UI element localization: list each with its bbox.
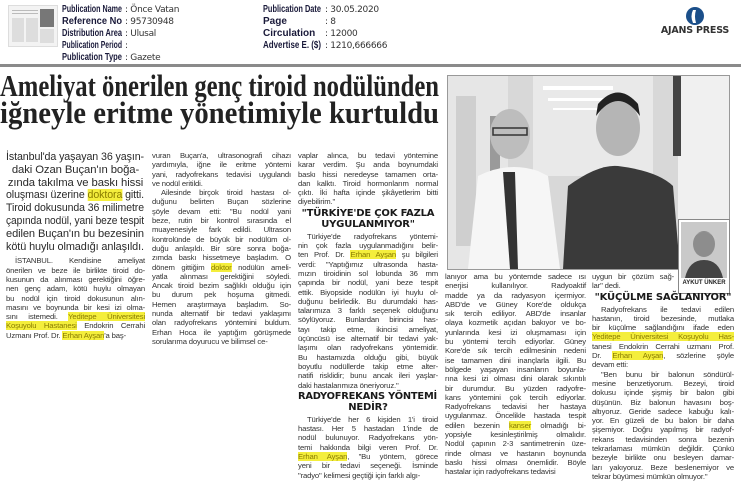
text-line [152, 300, 291, 309]
highlighted-keyword: kanser [508, 420, 532, 430]
text-run: talarımıza 3 farklı seçenek olduğunu [298, 306, 438, 316]
text-line [298, 179, 438, 188]
text-line [6, 151, 145, 164]
highlighted-keyword: doktor [211, 262, 232, 272]
photo-credit: AYKUT ÜNKER [682, 280, 726, 286]
text-line [592, 360, 734, 369]
text-line [298, 391, 438, 402]
text-run: çapında nodül, yani beze tespit [6, 214, 145, 227]
text-run: gitti. [122, 189, 145, 202]
text-line [445, 309, 586, 318]
article-paragraph [298, 232, 438, 390]
text-line [6, 275, 145, 284]
publication-meta-right [263, 4, 387, 52]
text-run: NEDİR? [348, 401, 388, 413]
text-line [6, 312, 145, 321]
text-run: zında takılma ve baskı hissi [7, 176, 144, 189]
text-run: vaplar alınca, bu tedavi yöntemine [298, 151, 438, 160]
text-line [152, 290, 291, 299]
text-run: karar verdim. Şu anda boynumdaki [298, 160, 438, 170]
meta-value: : 95730948 [125, 17, 174, 27]
meta-value: : Gazete [125, 53, 161, 63]
text-run: önerilen ve beze ile birlikte tiroid do- [6, 265, 145, 275]
text-line [592, 453, 734, 462]
text-run: Ancak tiroid bezim sağlıklı olduğu için [152, 281, 291, 291]
highlighted-keyword: Yeditepe Üniversitesi Koşuyolu Has- [592, 332, 734, 342]
text-run: bu durum pek hoşuma gitmedi. [152, 290, 291, 300]
article-column-5 [592, 272, 734, 481]
text-run: olaya kozmetik açıdan bakıyor ve bo- [445, 318, 586, 328]
text-line [592, 314, 734, 323]
text-run: baskı hissi neredeyse tamamen orta- [298, 169, 438, 179]
text-run: verdi: "Yaptığımız ultrasonda hasta- [298, 259, 438, 269]
text-run: baskı hissi olması önemlidir. Böyle [445, 457, 586, 467]
text-run: altıyoruz. Geride sadece kabuğu kalı- [592, 406, 734, 416]
meta-label: Circulation [263, 28, 316, 39]
text-run: beze, rutin bir kontrol sırasında el [152, 216, 291, 226]
text-run: lar" dedi. [592, 281, 621, 291]
clipping-header [0, 0, 741, 66]
text-line [592, 351, 734, 360]
highlighted-keyword: Erhan Ayşan [612, 351, 664, 361]
text-line [152, 160, 291, 169]
ajans-press-logo [655, 6, 735, 36]
text-line [592, 388, 734, 397]
section-heading [298, 391, 438, 413]
text-run: ları yakıyoruz. Beze beslenemiyor ve [592, 462, 734, 472]
text-run: nunda alternatif bir tedavi yaklaşımı [152, 309, 291, 319]
text-run: ise tamamen dini inançlarla ilgili. Bu [445, 355, 586, 365]
text-run: şöyle devam etti: "Bu nodül yani [152, 206, 291, 216]
text-run: yunlarında kesi izi oluşmaması için [445, 327, 586, 337]
text-line [298, 151, 438, 160]
text-run: nodül bulunuyor. Radyofrekans yön- [298, 433, 438, 443]
meta-value: : Ulusal [125, 29, 156, 39]
text-line [6, 164, 145, 177]
meta-value: : [125, 41, 128, 51]
logo-globe-icon [684, 6, 706, 26]
text-line [298, 208, 438, 219]
text-run: hastalar için radyofrekans tedavisi [445, 467, 556, 477]
text-line [298, 232, 438, 241]
text-line [592, 323, 734, 332]
text-line [298, 250, 438, 259]
text-run: duğunu belirledik. Bu durumdaki has- [298, 296, 438, 306]
text-line [445, 384, 586, 393]
text-line [298, 461, 438, 470]
text-line [152, 207, 291, 216]
text-run: Dr. [592, 351, 613, 361]
text-run: ABD'de ve Güney Kore'de oldukça [445, 299, 586, 309]
text-run: lanıyor ama bu yöntemde sadece ısı [445, 272, 586, 281]
text-line [592, 425, 734, 434]
meta-value: : 30.05.2020 [325, 5, 379, 15]
text-line [152, 216, 291, 225]
text-line [592, 398, 734, 407]
text-run: olmadığı bi- [531, 420, 586, 430]
text-line [298, 160, 438, 169]
text-line [6, 202, 145, 215]
text-line [592, 407, 734, 416]
text-line [592, 292, 734, 303]
text-line [298, 471, 438, 480]
text-run: "Ben bunu bir balonun söndürül- [601, 369, 734, 379]
text-run: şişemiyor. Doğru yapılmış bir radyof- [592, 425, 734, 435]
text-run: mızın tiroidinin sol lobunda 36 mm [298, 268, 438, 278]
text-line [152, 272, 291, 281]
meta-value: : 1210,666666 [325, 41, 388, 51]
text-run: duğunu belirten Buçan sözlerine [152, 197, 291, 207]
text-run: Nodül çapının 2-3 santimetrenin üze- [445, 439, 586, 449]
text-line [298, 353, 438, 362]
text-run: 'a baş- [104, 330, 127, 340]
text-run: Ailesinde birçok tiroid hastası ol- [161, 188, 291, 198]
text-run: bölgede yaşayan insanların boyunla- [445, 364, 586, 374]
text-run: Hemen araştırmaya başladım. So- [152, 299, 291, 309]
text-line [298, 188, 438, 197]
text-run: UYGULANMIYOR" [321, 218, 415, 230]
text-run: oluşması üzerine [6, 189, 88, 202]
text-line [445, 356, 586, 365]
text-line [592, 444, 734, 453]
text-run: zımda baskı hissetmeye başladım. O [152, 253, 291, 263]
text-line [445, 439, 586, 448]
text-line [6, 228, 145, 241]
text-run: dokusu içinde şişmiş bir balon gibi [592, 388, 734, 398]
text-run: temi hakkında bilgi veren Prof. Dr. [298, 442, 438, 452]
text-line [298, 402, 438, 413]
text-line [298, 424, 438, 433]
text-line [6, 241, 145, 254]
text-line [445, 318, 586, 327]
text-run: nodülün ameli- [231, 262, 291, 272]
article-lead [6, 151, 145, 253]
text-line [592, 472, 734, 481]
article-column-1 [6, 151, 145, 340]
text-line [152, 309, 291, 318]
text-run: muayenesiyle fark edildi. Ultrason [152, 225, 291, 235]
text-line [298, 325, 438, 334]
text-run: rinde olması ve hastanın boynunda [445, 448, 586, 458]
article-paragraph [445, 272, 586, 477]
text-line [445, 411, 586, 420]
text-run: edilen Buçan'ın bu bezesinin [6, 227, 145, 240]
text-line [445, 300, 586, 309]
article-paragraph [298, 151, 438, 207]
text-line [6, 331, 145, 340]
text-line [152, 235, 291, 244]
meta-label: Reference No [62, 16, 123, 27]
text-run: laşımı olan radyofrekans yöntemidir. [298, 343, 438, 353]
text-line [298, 278, 438, 287]
text-line [152, 253, 291, 262]
article-paragraph [152, 188, 291, 346]
text-line [152, 179, 291, 188]
text-run: enerjisi kullanılıyor. Radyoaktif [445, 281, 586, 291]
text-run: tekrarlaması mümkün değildir. Çünkü [592, 444, 734, 454]
text-line [6, 321, 145, 330]
text-run: yeni bir tedavi seçeneği. İsminde [298, 461, 438, 471]
headline-line: iğneyle eritme yönetimiyle kurtuldu [0, 95, 439, 130]
text-run: natifi risklidir; bunu ancak ileri yaşlar- [298, 371, 438, 381]
article-paragraph [592, 272, 674, 291]
logo-text: AJANS PRESS [660, 25, 730, 36]
text-run: diyebilirim." [298, 197, 336, 207]
text-line [6, 215, 145, 228]
text-run: Radyofrekans ile tedavi edilen [601, 304, 734, 314]
text-run: daki Ozan Buçan'ın boğa- [11, 163, 140, 176]
text-line [6, 177, 145, 190]
header-divider [0, 64, 741, 67]
text-run: mesine benzetiyorum. Bezeyi, tiroid [592, 378, 734, 388]
article-headline [0, 68, 440, 130]
highlighted-keyword: Yeditepe Üniversitesi [68, 312, 145, 322]
section-heading [592, 292, 734, 303]
text-run: çapında bir nodül, yani beze tespit [298, 278, 438, 288]
text-run: rına kesi izi olması dini olarak sıkıntılı [445, 374, 586, 384]
text-line [298, 343, 438, 352]
text-line [592, 379, 734, 388]
text-run: duğu anlaşıldı. Bir süre sonra boğa- [152, 243, 291, 253]
meta-value: : 8 [325, 17, 336, 27]
text-run: hastanın, tiroid bezesinde, mutlaka [592, 313, 734, 323]
text-line [298, 297, 438, 306]
text-run: "KÜÇÜLME SAĞLANIYOR" [594, 291, 732, 303]
text-run: çıktı. İki hafta içinde şikâyetlerim bitti [298, 188, 438, 198]
article-column-2 [152, 151, 291, 346]
article-paragraph [592, 370, 734, 482]
text-line [6, 256, 145, 265]
text-line [152, 225, 291, 234]
text-run: yor. En güzeli de bu balon bir daha [592, 416, 734, 426]
text-line [298, 371, 438, 380]
text-run: RADYOFREKANS YÖNTEMİ [298, 390, 438, 402]
text-run: bu yöntemi tercih ediyorlar. Güney [445, 337, 586, 347]
text-line [592, 435, 734, 444]
text-run: kans yöntemini çok tercih ediyorlar. [445, 392, 586, 402]
meta-label: Distribution Area [62, 28, 122, 39]
article-column-4 [445, 272, 586, 477]
meta-value: : 12000 [325, 29, 358, 39]
text-run: edilen bezenin [445, 420, 509, 430]
text-line [6, 303, 145, 312]
text-run: boyutlu nodüllerde takip etme alter- [298, 361, 438, 371]
text-run: bezeyle birlikte onu besleyen damar- [592, 453, 734, 463]
text-run: , sözlerine şöyle [663, 351, 734, 361]
text-run: Uzmanı Prof. Dr. [6, 330, 63, 340]
text-run: Erhan Hoca ile yaptığım görüşmede [152, 327, 291, 337]
text-line [445, 281, 586, 290]
text-run: kontrolünde de büyük bir nodülüm ol- [152, 234, 291, 244]
clipping-thumbnail [8, 5, 58, 47]
text-line [152, 170, 291, 179]
section-heading [298, 208, 438, 230]
text-run: düşünün. Biz balonun havasını boş- [592, 397, 734, 407]
text-line [445, 337, 586, 346]
text-run: bir durumdur. Bu yüzden radyofre- [445, 383, 586, 393]
text-run: tekrar büyümesi mümkün olmuyor." [592, 471, 708, 481]
text-run: yopsiyle kesinleştirilmiş olmalıdır. [445, 430, 586, 440]
text-run: yani, radyofrekans tedavisi uygulandı [152, 169, 291, 179]
publication-meta-left [62, 4, 179, 64]
meta-label: Publication Type [62, 52, 123, 63]
author-portrait [681, 222, 727, 278]
text-line [152, 318, 291, 327]
text-run: dönem gittiğim [152, 262, 212, 272]
text-run: nin çok fazla uygulanmadığını belir- [298, 241, 438, 251]
text-run: uygulanmaz. Öncelikle hastada tespit [445, 411, 586, 421]
text-line [445, 346, 586, 355]
text-line [445, 374, 586, 383]
meta-label: Publication Name [62, 4, 123, 15]
text-run: ettik. Biyopside nodülün iyi huylu ol- [298, 287, 438, 297]
text-run: üçüncüsü ise alternatif bir tedavi yak- [298, 334, 438, 344]
text-line [298, 315, 438, 324]
text-line [445, 430, 586, 439]
text-run: vuran Buçan'a, ultrasonografi cihazı [152, 151, 291, 160]
text-run: bir küçülme sağlandığını ifade eden [592, 323, 734, 333]
text-line [152, 263, 291, 272]
article-column-3 [298, 151, 438, 480]
article-paragraph [298, 415, 438, 480]
text-line [152, 197, 291, 206]
text-run: yatla alınması gerektiğini söyledi. [152, 271, 291, 281]
text-line [6, 294, 145, 303]
text-line [152, 188, 291, 197]
article-paragraph [592, 305, 734, 370]
text-line [592, 305, 734, 314]
text-line [152, 337, 291, 346]
text-line [592, 281, 674, 290]
text-run: daki hastalarımıza öneriyoruz." [298, 380, 399, 390]
text-line [445, 458, 586, 467]
text-run: devam etti: [592, 360, 628, 370]
meta-label: Page [263, 16, 287, 27]
text-line [298, 443, 438, 452]
text-line [592, 272, 674, 281]
text-line [6, 266, 145, 275]
text-line [298, 334, 438, 343]
text-line [298, 415, 438, 424]
meta-value: : Önce Vatan [125, 5, 180, 15]
text-run: sını istemedi. [6, 312, 69, 322]
text-line [152, 281, 291, 290]
text-run: yardımıyla, iğne ile eritme yöntemi [152, 160, 291, 170]
text-run: tayı takip etme, ikincisi ameliyat, [298, 324, 438, 334]
text-line [592, 342, 734, 351]
article-paragraph [152, 151, 291, 188]
highlighted-keyword: Erhan Ayşan [350, 250, 397, 260]
text-line [445, 291, 586, 300]
text-run: "TÜRKİYE'DE ÇOK FAZLA [301, 207, 435, 219]
meta-label: Publication Date [263, 4, 322, 15]
text-line [6, 189, 145, 202]
text-run: tanesi Endokrin Cerrahi uzmanı Prof. [592, 341, 734, 351]
text-run: şu bilgileri [396, 250, 438, 260]
text-run: İstanbul'da yaşayan 36 yaşın- [6, 151, 145, 163]
text-run: Radyofrekans tedavisi her hastaya [445, 402, 586, 412]
meta-label: Publication Period [62, 40, 123, 51]
text-run: Türkiye'de radyofrekans yöntemi- [307, 231, 438, 241]
text-line [592, 416, 734, 425]
text-run: Bu hastamızda olduğu gibi, büyük [298, 352, 438, 362]
text-line [298, 288, 438, 297]
text-run: dan kalktı. Tiroid hormonlarım normal [298, 178, 438, 188]
text-line [445, 467, 586, 476]
text-run: uygun bir çözüm sağ- [592, 272, 674, 281]
text-run: Kore'de sık tercih edilmesinin nedeni [445, 346, 586, 356]
text-run: kusunun da alınması gerektiğini öğre- [6, 274, 145, 284]
text-line [445, 402, 586, 411]
text-run: Tiroid dokusunda 36 milimetre [6, 202, 144, 215]
text-line [592, 332, 734, 341]
text-run: ve nodül eritildi. [152, 178, 203, 188]
highlighted-keyword: Erhan Ayşan [62, 330, 105, 340]
text-line [298, 269, 438, 278]
text-line [445, 421, 586, 430]
text-run: "radyo" kelimesi geçtiği için farklı algı- [298, 470, 421, 480]
highlighted-keyword: Erhan Ayşan [298, 452, 348, 462]
text-line [152, 151, 291, 160]
text-run: madde ya da radyasyon içermiyor. [445, 290, 586, 300]
text-line [152, 328, 291, 337]
text-run: masını ve boynunda bir kesi izi olma- [6, 302, 145, 312]
text-line [592, 370, 734, 379]
highlighted-keyword: doktora [87, 189, 123, 202]
text-run: İSTANBUL. Kendisine ameliyat [15, 256, 145, 266]
text-line [298, 219, 438, 230]
text-line [298, 362, 438, 371]
text-line [152, 244, 291, 253]
text-line [592, 463, 734, 472]
text-line [445, 449, 586, 458]
text-run: , "Bu yöntem, görece [347, 452, 438, 462]
text-run: söylüyoruz. Bunlardan birincisi has- [298, 315, 438, 325]
text-run: rekans tedavisinden sonra bezenin [592, 434, 734, 444]
meta-label: Advertise E. ($) [263, 40, 322, 51]
text-run: hastası. Her 5 hastadan 1'inde de [298, 424, 438, 434]
text-line [298, 260, 438, 269]
text-line [298, 197, 438, 206]
text-line [445, 272, 586, 281]
text-line [298, 452, 438, 461]
text-line [298, 306, 438, 315]
text-line [298, 241, 438, 250]
text-run: sorularıma doyurucu ve bilimsel ce- [152, 336, 268, 346]
text-line [298, 433, 438, 442]
headline-line: Ameliyat önerilen genç tiroid nodülünden [0, 68, 439, 103]
text-run: Türkiye'de her 6 kişiden 1'i tiroid [307, 414, 438, 424]
highlighted-keyword: Koşuyolu Hastanesi [6, 321, 77, 331]
text-line [298, 170, 438, 179]
text-run: nen genç adam, kötü huylu olmayan [6, 284, 145, 294]
article-paragraph [6, 256, 145, 340]
text-line [445, 328, 586, 337]
text-line [298, 381, 438, 390]
text-run: olan radyofrekans yöntemini buldum. [152, 318, 291, 328]
text-run: sık tercih ediliyor. ABD'de insanlar [445, 309, 586, 319]
text-run: ten Prof. Dr. [298, 250, 351, 260]
text-run: kötü huylu olmadığı anlaşıldı. [6, 240, 144, 253]
text-line [445, 365, 586, 374]
text-run: bu nodül için tiroid dokusunun alın- [6, 293, 145, 303]
text-line [6, 284, 145, 293]
text-run: Endokrin Cerrahi [76, 321, 145, 331]
text-line [445, 393, 586, 402]
